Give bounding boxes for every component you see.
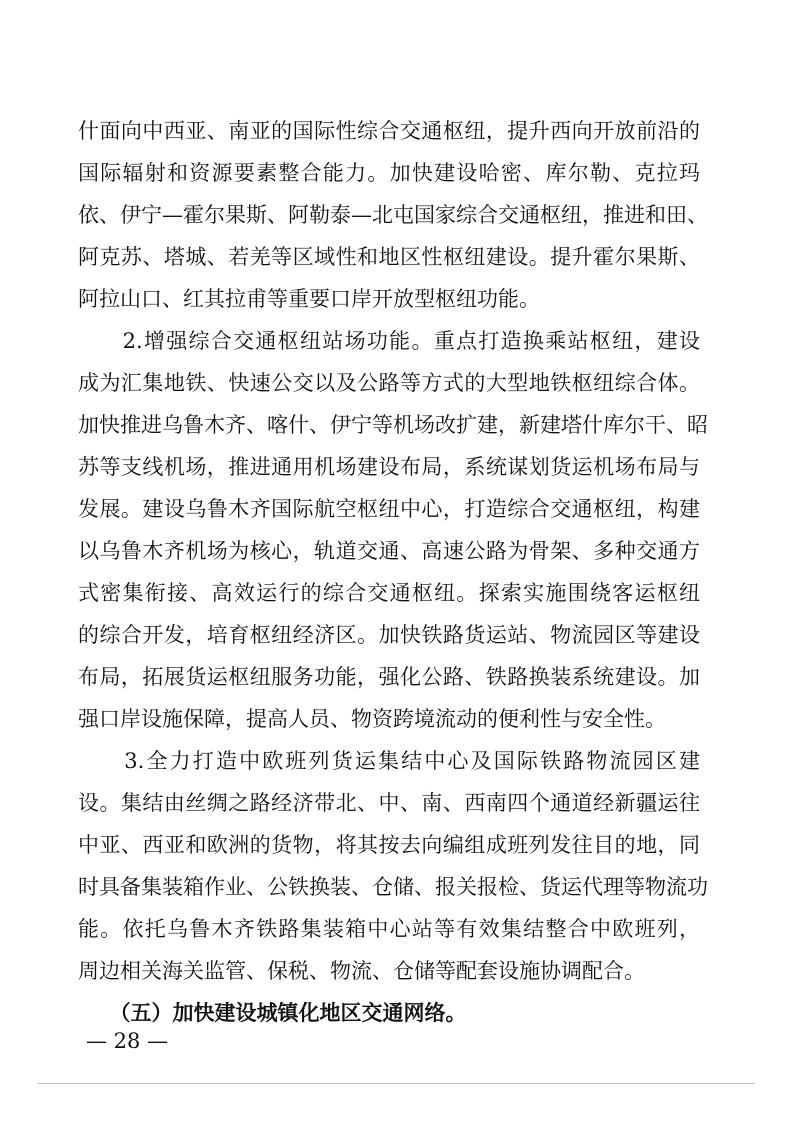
body-text-line: 发展。建设乌鲁木齐国际航空枢纽中心，打造综合交通枢纽，构建 bbox=[78, 497, 700, 521]
section-3-first-line: 3.全力打造中欧班列货运集结中心及国际铁路物流园区建 bbox=[78, 749, 700, 773]
body-text-line: 加快推进乌鲁木齐、喀什、伊宁等机场改扩建，新建塔什库尔干、昭 bbox=[78, 413, 708, 437]
body-text-line: 布局，拓展货运枢纽服务功能，强化公路、铁路换装系统建设。加 bbox=[78, 665, 700, 689]
body-text-line: 阿拉山口、红其拉甫等重要口岸开放型枢纽功能。 bbox=[78, 287, 540, 311]
body-text-line: 时具备集装箱作业、公铁换装、仓储、报关报检、货运代理等物流功 bbox=[78, 875, 708, 899]
body-text-line: 周边相关海关监管、保税、物流、仓储等配套设施协调配合。 bbox=[78, 959, 645, 983]
section-2-first-line: 2.增强综合交通枢纽站场功能。重点打造换乘站枢纽，建设 bbox=[78, 329, 700, 353]
page-number: — 28 — bbox=[86, 1029, 169, 1053]
body-text-line: 什面向中西亚、南亚的国际性综合交通枢纽，提升西向开放前沿的 bbox=[78, 119, 700, 143]
body-text-line: 苏等支线机场，推进通用机场建设布局，系统谋划货运机场布局与 bbox=[78, 455, 700, 479]
body-text-line: 国际辐射和资源要素整合能力。加快建设哈密、库尔勒、克拉玛 bbox=[78, 161, 700, 185]
section-heading: （五）加快建设城镇化地区交通网络。 bbox=[78, 1000, 467, 1025]
body-text-line: 依、伊宁—霍尔果斯、阿勒泰—北屯国家综合交通枢纽，推进和田、 bbox=[78, 203, 708, 227]
body-text-line: 的综合开发，培育枢纽经济区。加快铁路货运站、物流园区等建设 bbox=[78, 623, 700, 647]
body-text-line: 成为汇集地铁、快速公交以及公路等方式的大型地铁枢纽综合体。 bbox=[78, 371, 700, 395]
body-text-line: 设。集结由丝绸之路经济带北、中、南、西南四个通道经新疆运往 bbox=[78, 791, 700, 815]
body-text-line: 阿克苏、塔城、若羌等区域性和地区性枢纽建设。提升霍尔果斯、 bbox=[78, 245, 700, 269]
body-text-line: 强口岸设施保障，提高人员、物资跨境流动的便利性与安全性。 bbox=[78, 707, 666, 731]
body-text-line: 以乌鲁木齐机场为核心，轨道交通、高速公路为骨架、多种交通方 bbox=[78, 539, 700, 563]
page-divider bbox=[38, 1083, 755, 1084]
body-text-line: 式密集衔接、高效运行的综合交通枢纽。探索实施围绕客运枢纽 bbox=[78, 581, 700, 605]
body-text-line: 中亚、西亚和欧洲的货物，将其按去向编组成班列发往目的地，同 bbox=[78, 833, 700, 857]
body-text-line: 能。依托乌鲁木齐铁路集装箱中心站等有效集结整合中欧班列， bbox=[78, 917, 700, 941]
